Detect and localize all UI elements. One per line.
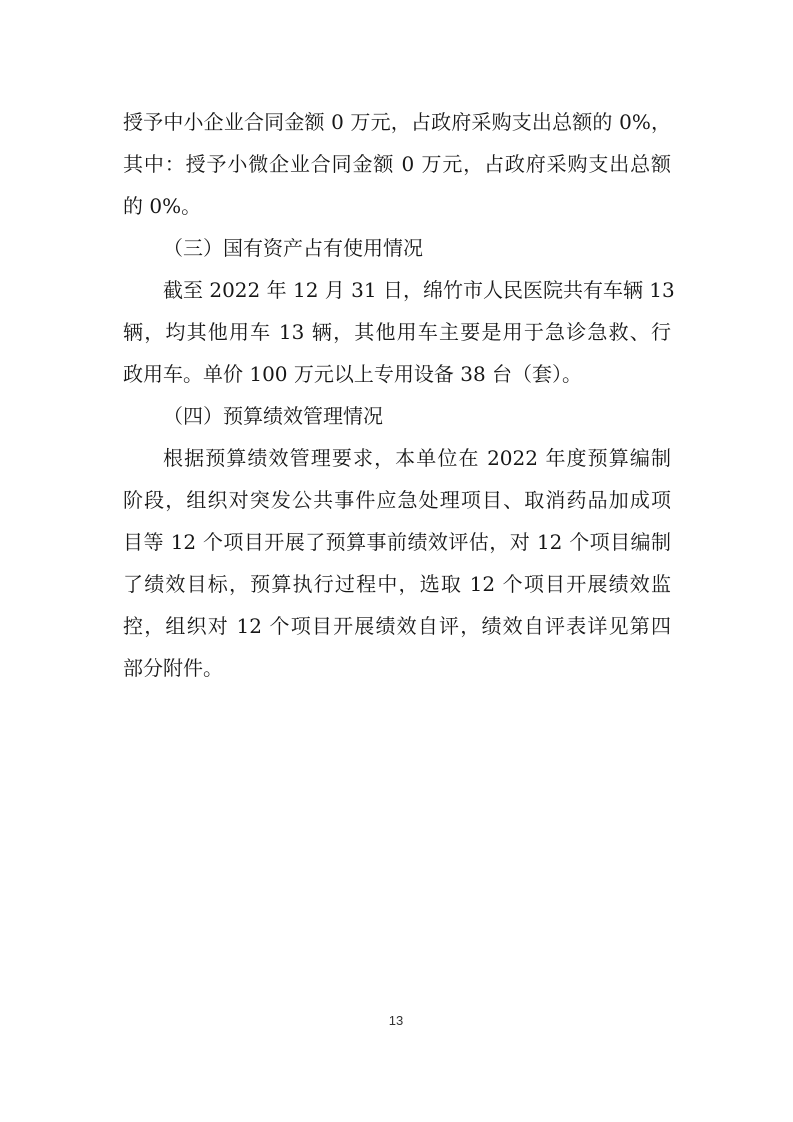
section-heading-performance-management: （四）预算绩效管理情况 bbox=[163, 404, 383, 428]
body-text-line: 了绩效目标，预算执行过程中，选取 12 个项目开展绩效监 bbox=[123, 572, 671, 596]
body-text-line: 目等 12 个项目开展了预算事前绩效评估，对 12 个项目编制 bbox=[123, 530, 671, 554]
body-text-line: 截至 2022 年 12 月 31 日，绵竹市人民医院共有车辆 13 bbox=[163, 278, 675, 302]
body-text-line: 政用车。单价 100 万元以上专用设备 38 台（套）。 bbox=[123, 362, 583, 386]
body-text-line: 的 0%。 bbox=[123, 194, 202, 218]
section-heading-state-assets: （三）国有资产占有使用情况 bbox=[163, 236, 423, 260]
body-text-line: 其中：授予小微企业合同金额 0 万元，占政府采购支出总额 bbox=[123, 152, 671, 176]
body-text-line: 根据预算绩效管理要求，本单位在 2022 年度预算编制 bbox=[163, 446, 671, 470]
body-text-line: 部分附件。 bbox=[123, 656, 223, 680]
body-text-line: 阶段，组织对突发公共事件应急处理项目、取消药品加成项 bbox=[123, 488, 671, 512]
body-text-line: 控，组织对 12 个项目开展绩效自评，绩效自评表详见第四 bbox=[123, 614, 671, 638]
body-text-line: 授予中小企业合同金额 0 万元，占政府采购支出总额的 0%， bbox=[123, 110, 671, 134]
page-number: 13 bbox=[388, 1013, 404, 1028]
body-text-line: 辆，均其他用车 13 辆，其他用车主要是用于急诊急救、行 bbox=[123, 320, 671, 344]
